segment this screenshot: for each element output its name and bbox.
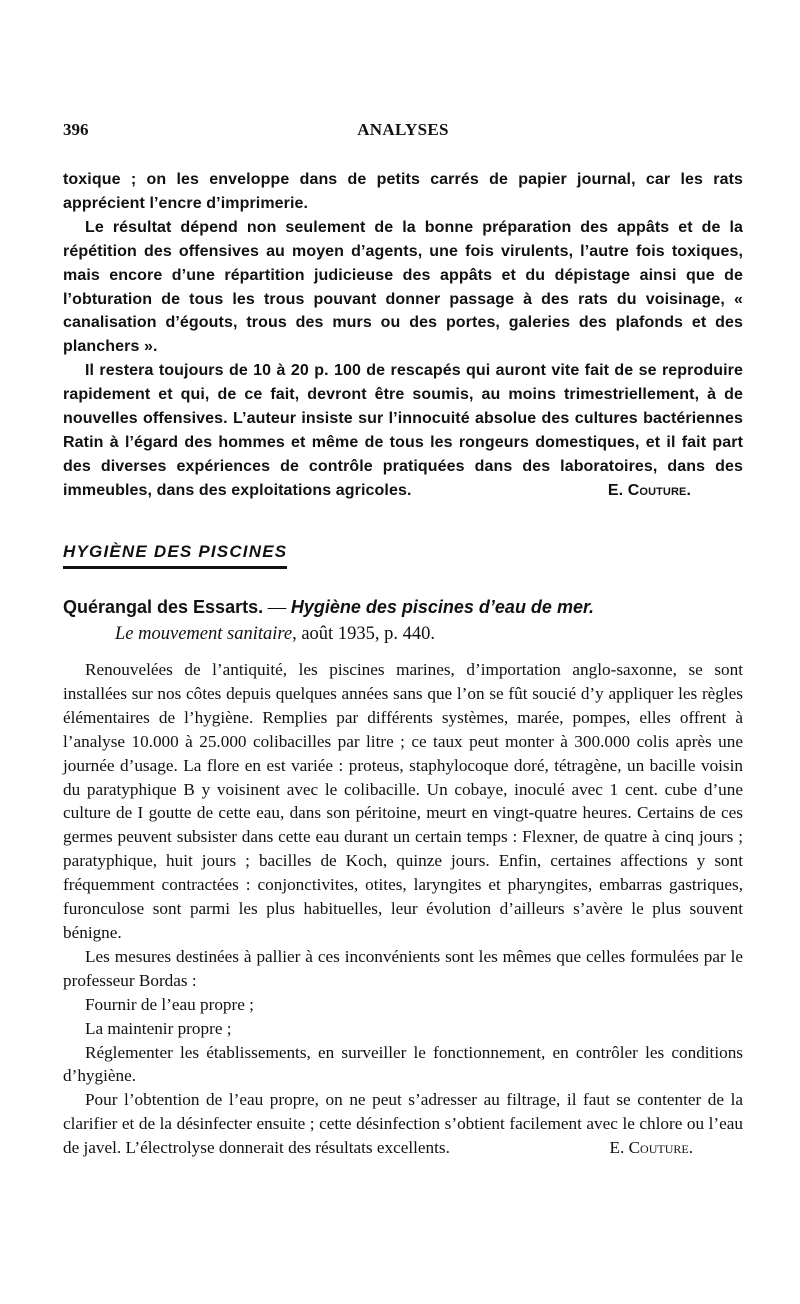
citation-author: Quérangal des Essarts. [63, 597, 264, 617]
citation-title: Hygiène des piscines d’eau de mer. [290, 597, 594, 617]
signature: E. Couture. [609, 1138, 693, 1158]
citation-source [63, 621, 743, 647]
page-header [63, 120, 743, 144]
running-title: ANALYSES [357, 120, 449, 139]
signature: E. Couture. [607, 481, 691, 499]
paragraph: Renouvelées de l’antiquité, les piscines marines, d’importation anglo-saxonne, se sont installées sur nos côtes depuis quelques années sans que l’on se fût soucié d’y appliquer les règles élémentaires de l’hygiène. Remplies par différents systèmes, marée, pompes, elles offrent à l’analyse 10.000 à 25.000 colibacilles par litre ; ce taux peut monter à 300.000 colis après une journée d’usage. La flore en est variée : proteus, staphylocoque doré, tétragène, un bacille voisin du paratyphique B y voisinent avec le colibacille. Un cobaye, inoculé avec 1 cent. cube d’une culture de I goutte de cette eau, dans son péritoine, meurt en vingt-quatre heures. Certains de ces germes peuvent subsister dans cette eau durant un certain temps : Flexner, de quatre à cinq jours ; paratyphique, huit jours ; bacilles de Koch, quinze jours. Enfin, certaines affections y sont fréquemment contractées : conjonctivites, otites, laryngites et pharyngites, embarras gastriques, furonculose sont parmi les plus habituelles, leur évolution d’ailleurs s’avère le plus souvent bénigne. [63, 660, 743, 942]
citation-journal: Le mouvement sanitaire [115, 624, 293, 644]
paragraph: Le résultat dépend non seulement de la bonne préparation des appâts et de la répétition des offensives au moyen d’agents, une fois virulents, l’autre fois toxiques, mais encore d’une répartition judicieuse des appâts et du dépistage ainsi que de l’obturation de tous les trous pouvant donner passage à des rats du voisinage, « canalisation d’égouts, trous des murs ou des portes, galeries des plafonds et des planchers ». [63, 218, 743, 356]
second-article-body [63, 658, 743, 1160]
paragraph: Il restera toujours de 10 à 20 p. 100 de rescapés qui auront vite fait de se reproduire rapidement et qui, de ce fait, devront être soumis, au moins trimestriellement, à de nouvelles offensives. L’auteur insiste sur l’innocuité absolue des cultures bactériennes Ratin à l’égard des hommes et même de tous les rongeurs domestiques, et il fait part des diverses expériences de contrôle pratiquées dans des laboratoires, dans des immeubles, dans des exploitations agricoles. [63, 362, 743, 499]
paragraph: Les mesures destinées à pallier à ces inconvénients sont les mêmes que celles formulées par le professeur Bordas : [63, 946, 743, 990]
list-item: La maintenir propre ; [85, 1018, 232, 1038]
page-number: 396 [63, 120, 89, 139]
citation-dash: — [263, 598, 291, 618]
list-item: Fournir de l’eau propre ; [85, 994, 254, 1014]
list-item: Réglementer les établissements, en surveiller le fonctionnement, en contrôler les conditions d’hygiène. [63, 1042, 743, 1086]
paragraph: toxique ; on les enveloppe dans de petits carrés de papier journal, car les rats apprécient l’encre d’imprimerie. [63, 171, 743, 212]
citation-details: , août 1935, p. 440. [292, 624, 435, 644]
article-citation [63, 594, 743, 647]
first-article-body [63, 168, 743, 503]
section-heading: HYGIÈNE DES PISCINES [63, 542, 287, 569]
paragraph: Pour l’obtention de l’eau propre, on ne peut s’adresser au filtrage, il faut se contenter de la clarifier et de la désinfecter ensuite ; cette désinfection s’obtient facilement avec le chlore ou l’eau de javel. L’électrolyse donnerait des résultats excellents. [63, 1090, 743, 1158]
